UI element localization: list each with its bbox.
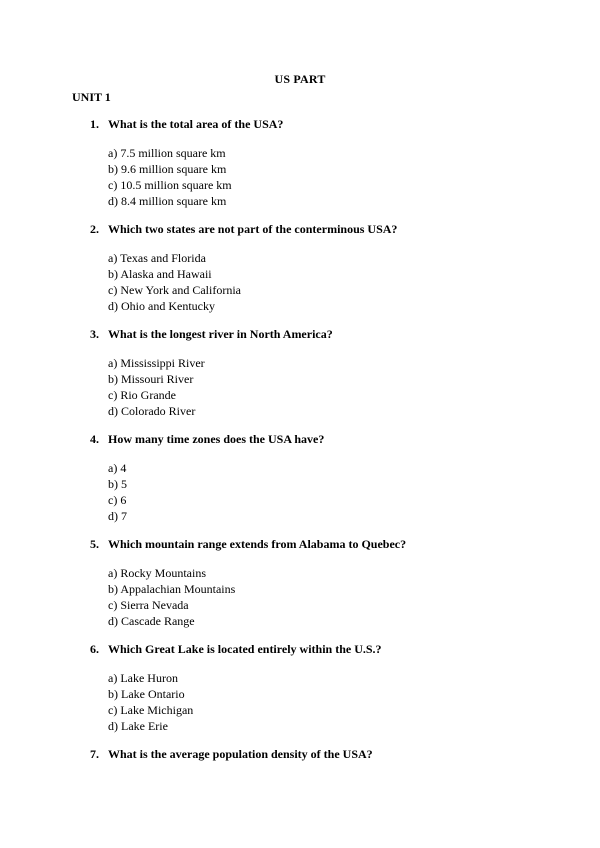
question-list	[0, 117, 600, 762]
question-5	[0, 537, 600, 629]
answer-option: b) 5	[108, 477, 127, 491]
question-text: Which mountain range extends from Alabama to Quebec?	[108, 537, 407, 551]
answer-options	[108, 565, 600, 629]
question-1	[0, 117, 600, 209]
answer-option: a) Rocky Mountains	[108, 566, 206, 580]
question-number: 7.	[90, 747, 99, 761]
question-text: Which two states are not part of the conterminous USA?	[108, 222, 398, 236]
answer-options	[108, 250, 600, 314]
answer-options	[108, 355, 600, 419]
question-number: 3.	[90, 327, 99, 341]
question-3	[0, 327, 600, 419]
answer-option: c) Sierra Nevada	[108, 598, 189, 612]
answer-option: c) New York and California	[108, 283, 241, 297]
answer-option: d) Cascade Range	[108, 614, 195, 628]
answer-option: a) 7.5 million square km	[108, 146, 226, 160]
question-text: What is the total area of the USA?	[108, 117, 284, 131]
question-number: 6.	[90, 642, 99, 656]
answer-option: c) 10.5 million square km	[108, 178, 232, 192]
question-number: 1.	[90, 117, 99, 131]
page-title: US PART	[274, 72, 326, 86]
answer-option: a) Lake Huron	[108, 671, 178, 685]
answer-option: d) 8.4 million square km	[108, 194, 227, 208]
answer-option: b) Appalachian Mountains	[108, 582, 236, 596]
answer-option: c) 6	[108, 493, 127, 507]
question-number: 2.	[90, 222, 99, 236]
answer-option: a) 4	[108, 461, 127, 475]
answer-option: a) Texas and Florida	[108, 251, 206, 265]
answer-option: d) Lake Erie	[108, 719, 168, 733]
question-text: What is the average population density of the USA?	[108, 747, 373, 761]
question-6	[0, 642, 600, 734]
answer-option: c) Lake Michigan	[108, 703, 194, 717]
answer-options	[108, 460, 600, 524]
answer-option: b) Missouri River	[108, 372, 194, 386]
question-2	[0, 222, 600, 314]
answer-option: d) Colorado River	[108, 404, 196, 418]
answer-options	[108, 670, 600, 734]
answer-options	[108, 145, 600, 209]
unit-title: UNIT 1	[72, 90, 111, 104]
answer-option: c) Rio Grande	[108, 388, 176, 402]
question-number: 5.	[90, 537, 99, 551]
question-text: Which Great Lake is located entirely within the U.S.?	[108, 642, 382, 656]
question-4	[0, 432, 600, 524]
question-text: How many time zones does the USA have?	[108, 432, 325, 446]
answer-option: b) Alaska and Hawaii	[108, 267, 212, 281]
question-text: What is the longest river in North America?	[108, 327, 333, 341]
answer-option: b) 9.6 million square km	[108, 162, 227, 176]
answer-option: d) 7	[108, 509, 127, 523]
answer-option: d) Ohio and Kentucky	[108, 299, 215, 313]
question-number: 4.	[90, 432, 99, 446]
answer-option: b) Lake Ontario	[108, 687, 185, 701]
question-7	[0, 747, 600, 762]
answer-option: a) Mississippi River	[108, 356, 205, 370]
